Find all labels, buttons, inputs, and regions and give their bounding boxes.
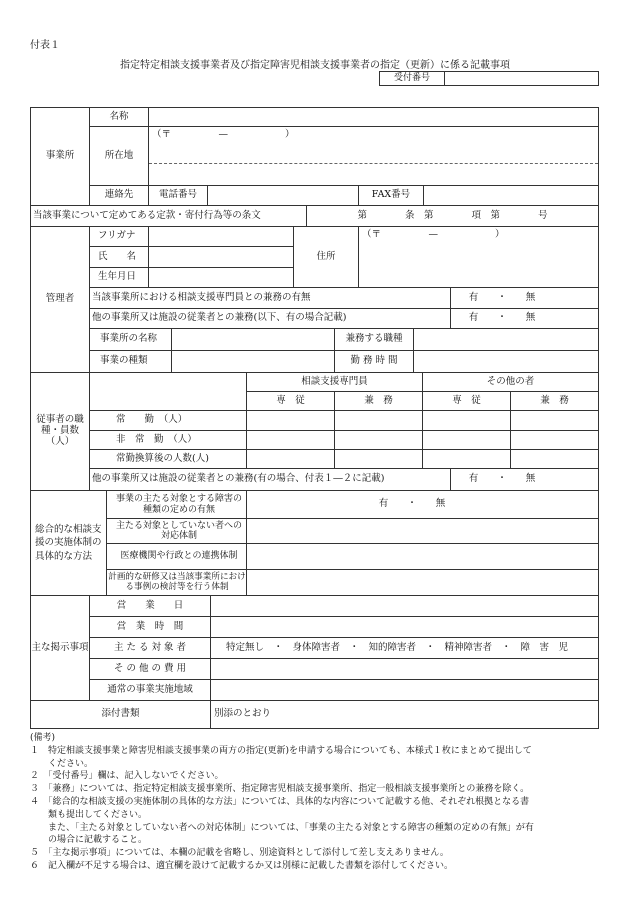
- attachments-value: 別添のとおり: [214, 708, 272, 720]
- articles-label: 当該事業について定めてある定款・寄付行為等の条文: [33, 209, 261, 221]
- staff-other-facility-label: 他の事業所又は施設の従業者との兼務(有の場合、付表１―２に記載): [92, 473, 385, 485]
- form-label: 付表１: [30, 40, 60, 51]
- manager-dual-other-label: 他の事業所又は施設の従業者との兼務(以下、有の場合記載): [92, 312, 347, 324]
- notes: [30, 732, 606, 873]
- posting-business-days-label: 営 業 日: [116, 599, 184, 611]
- support-item-non-target: 主たる対象としていない者への対応体制: [115, 520, 242, 541]
- staff-fte-fields[interactable]: [247, 450, 598, 468]
- form-title: 指定特定相談支援事業者及び指定障害児相談支援事業者の指定（更新）に係る記載事項: [120, 60, 510, 71]
- note-line: ３ 「兼務」については、指定特定相談支援事業所、指定障害児相談支援事業所、指定一般相談支援事業所との兼務を除く。: [30, 784, 530, 795]
- office-phone-label: 電話番号: [158, 189, 197, 201]
- staff-regular-label: 常 勤 （人）: [116, 414, 188, 426]
- posting-target-label: 主 た る 対 象 者: [113, 641, 187, 653]
- support-medical-liaison-field[interactable]: [247, 544, 598, 569]
- staff-parttime-fields[interactable]: [247, 431, 598, 449]
- manager-facility-name-label: 事業所の名称: [100, 333, 158, 345]
- posting-business-hours-label: 営 業 時 間: [116, 620, 184, 632]
- note-line: ５ 「主な掲示事項」については、本欄の記載を省略し、別途資料として添付して差し支えありません。: [30, 848, 449, 859]
- manager-dual-other-choice[interactable]: 有 ・ 無: [468, 312, 536, 324]
- support-item-training: 計画的な研修又は当該事業所における事例の検討等を行う体制: [108, 571, 246, 592]
- posting-other-fees-label: そ の 他 の 費 用: [113, 662, 187, 674]
- manager-furigana-label: フリガナ: [98, 230, 136, 242]
- support-training-field[interactable]: [247, 570, 598, 595]
- support-non-target-field[interactable]: [247, 519, 598, 543]
- manager-furigana-field[interactable]: [149, 227, 293, 246]
- note-line: ください。: [30, 758, 94, 769]
- support-section-label: 総合的な相談支援の実施体制の具体的な方法: [35, 524, 102, 562]
- posting-other-fees-field[interactable]: [211, 659, 598, 679]
- support-disability-types-choice[interactable]: 有 ・ 無: [378, 498, 446, 510]
- manager-dual-specialist-choice[interactable]: 有 ・ 無: [468, 291, 536, 303]
- staff-other-concurrent-header: 兼 務: [540, 394, 569, 406]
- manager-business-type-label: 事業の種類: [100, 355, 148, 367]
- office-address-label: 所在地: [104, 149, 134, 161]
- support-item-disability-types: 事業の主たる対象とする障害の種類の定めの有無: [115, 494, 242, 515]
- staff-specialist-header: 相談支援専門員: [301, 375, 368, 387]
- manager-work-hours-field[interactable]: [414, 351, 598, 372]
- manager-address-field[interactable]: [359, 242, 598, 286]
- manager-concurrent-post-label: 兼務する職種: [345, 333, 403, 345]
- receipt-number-field[interactable]: [445, 72, 598, 85]
- posting-target-options[interactable]: 特定無し ・ 身体障害者 ・ 知的障害者 ・ 精神障害者 ・ 障 害 児: [226, 641, 569, 653]
- posting-area-field[interactable]: [211, 680, 598, 700]
- manager-work-hours-label: 勤 務 時 間: [350, 355, 398, 367]
- manager-postal-code[interactable]: （〒 — ）: [362, 228, 505, 240]
- staff-specialist-fulltime-header: 専 従: [276, 394, 305, 406]
- manager-name-field[interactable]: [149, 247, 293, 267]
- staff-other-facility-choice[interactable]: 有 ・ 無: [468, 473, 536, 485]
- manager-dob-field[interactable]: [149, 268, 293, 287]
- office-name-field[interactable]: [149, 108, 598, 126]
- staff-fte-label: 常勤換算後の人数(人): [116, 452, 209, 464]
- note-line: ２ 「受付番号」欄は、記入しないでください。: [30, 771, 224, 782]
- support-item-medical-liaison: 医療機関や行政との連携体制: [120, 551, 238, 562]
- office-address-field[interactable]: [149, 142, 598, 184]
- staff-regular-fields[interactable]: [247, 411, 598, 430]
- manager-section-label: 管理者: [45, 293, 75, 305]
- note-line: 類も提出してください。: [30, 809, 148, 820]
- manager-address-label: 住所: [316, 250, 336, 262]
- office-fax-field[interactable]: [424, 186, 598, 205]
- office-contact-label: 連絡先: [104, 189, 134, 201]
- office-fax-label: FAX番号: [371, 189, 411, 201]
- note-line: の場合に記載すること。: [30, 835, 148, 846]
- manager-dual-specialist-label: 当該事業所における相談支援専門員との兼務の有無: [92, 291, 311, 303]
- office-phone-field[interactable]: [208, 186, 358, 205]
- note-line: １ 特定相談支援事業と障害児相談支援事業の両方の指定(更新)を申請する場合についても、本様式１枚にまとめて提出して: [30, 745, 532, 756]
- office-name-label: 名称: [109, 110, 129, 122]
- receipt-number-label: 受付番号: [393, 73, 430, 84]
- staff-other-fulltime-header: 専 従: [452, 394, 481, 406]
- staff-section-label: 従事者の職種・員数（人）: [36, 414, 84, 447]
- posting-business-hours-field[interactable]: [211, 617, 598, 637]
- manager-name-label: 氏 名: [98, 250, 137, 262]
- posting-section-label: 主な掲示事項: [31, 641, 89, 653]
- staff-parttime-label: 非 常 勤 （人）: [116, 433, 197, 445]
- manager-concurrent-post-field[interactable]: [414, 329, 598, 350]
- posting-business-days-field[interactable]: [211, 596, 598, 616]
- notes-heading: (備考): [30, 733, 56, 743]
- note-line: ４ 「総合的な相談支援の実施体制の具体的な方法」については、具体的な内容について記載する他、それぞれ根拠となる書: [30, 796, 530, 807]
- attachments-label: 添付書類: [101, 708, 140, 720]
- note-line: また、「主たる対象としていない者への対応体制」については、「事業の主たる対象とする障害の種類の定めの有無」が有: [30, 822, 534, 833]
- posting-area-label: 通常の事業実施地域: [107, 683, 193, 695]
- manager-business-type-field[interactable]: [172, 351, 334, 372]
- office-postal-code[interactable]: （〒 — ）: [152, 128, 295, 140]
- manager-dob-label: 生年月日: [98, 271, 137, 283]
- articles-field[interactable]: 第 条 第 項 第 号: [357, 209, 548, 221]
- manager-facility-name-field[interactable]: [172, 329, 334, 350]
- staff-other-header: その他の者: [486, 375, 535, 387]
- office-section-label: 事業所: [45, 150, 75, 162]
- note-line: ６ 記入欄が不足する場合は、適宜欄を設けて記載するか又は別様に記載した書類を添付してください。: [30, 860, 454, 871]
- staff-specialist-concurrent-header: 兼 務: [364, 394, 393, 406]
